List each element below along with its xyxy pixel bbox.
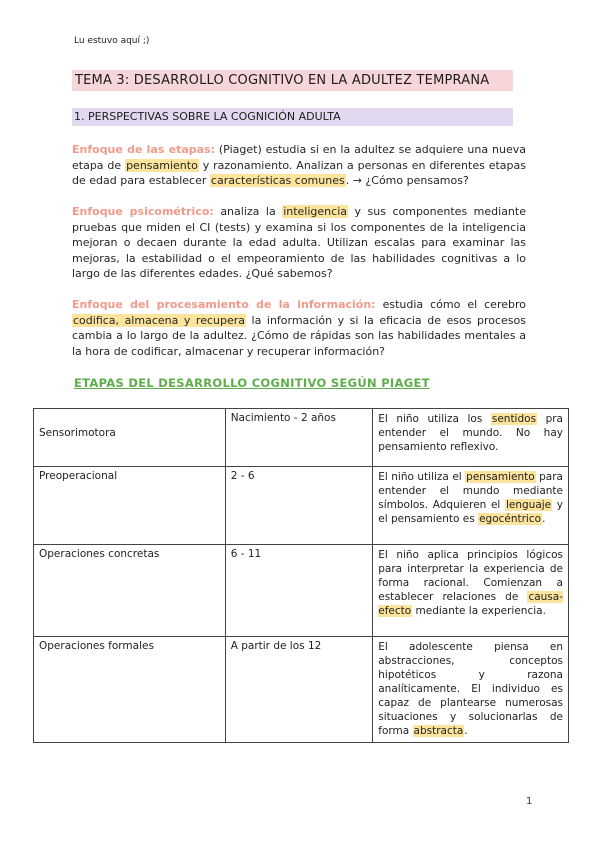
paragraph-text: (Piaget) estudia si en la adultez se adquiere una nueva etapa de (72, 143, 526, 172)
stage-description-cell (373, 637, 569, 743)
paragraph-text: y razonamiento. Analizan a personas en diferentes etapas de edad para establecer (72, 158, 526, 187)
paragraph-stages-approach (72, 142, 526, 189)
highlighted-term: sentidos (491, 413, 537, 425)
paragraph-text: la información y si la eficacia de esos procesos cambia a lo largo de la adultez. ¿Cómo de rápidas son las habilidades mentales a la hora de codificar, almacenar y recuperar información? (72, 313, 526, 358)
paragraph-text: estudia cómo el cerebro (375, 298, 526, 311)
paragraph-information-processing (72, 297, 526, 359)
highlighted-term: abstracta (413, 725, 464, 737)
stage-age-cell (225, 545, 373, 637)
highlighted-term: codifica, almacena y recupera (73, 313, 246, 327)
stage-age: 6 - 11 (230, 548, 262, 560)
paragraph-text: analiza la (213, 205, 283, 218)
stage-name: Operaciones formales (39, 640, 154, 652)
table-row (34, 467, 569, 545)
stage-name: Operaciones concretas (39, 548, 160, 560)
table-row (34, 637, 569, 743)
stage-description-cell (373, 467, 569, 545)
stage-age-cell (225, 467, 373, 545)
description-text: y el pensamiento es (378, 499, 563, 525)
description-text: mediante la experiencia. (412, 605, 546, 617)
page-number: 1 (526, 796, 533, 807)
description-text: pra entender el mundo. No hay pensamiento reflexivo. (378, 413, 563, 453)
stage-name-cell (34, 637, 226, 743)
description-text: El niño utiliza los (378, 413, 491, 425)
paragraph-text: . → ¿Cómo pensamos? (345, 174, 469, 187)
piaget-stages-table (33, 408, 569, 743)
table-row (34, 545, 569, 637)
paragraph-label: Enfoque de las etapas: (72, 143, 215, 156)
stage-name: Preoperacional (39, 470, 118, 482)
description-text: . (542, 513, 546, 525)
section-title: 1. PERSPECTIVAS SOBRE LA COGNICIÓN ADULTA (74, 110, 341, 123)
highlighted-term: egocéntrico (479, 513, 542, 525)
highlighted-term: pensamiento (466, 471, 535, 483)
stage-name: Sensorimotora (39, 427, 116, 439)
stage-name-cell (34, 545, 226, 637)
description-text: El adolescente piensa en abstracciones, conceptos hipotéticos y razona analíticamente. El individuo es capaz de plantearse numerosas situaciones y solucionarlas de forma (378, 641, 563, 737)
paragraph-psychometric-approach (72, 204, 526, 282)
description-text: . (464, 725, 468, 737)
stage-age-cell (225, 409, 373, 467)
stage-description-cell (373, 545, 569, 637)
stage-age: Nacimiento - 2 años (230, 412, 336, 424)
stage-name-cell (34, 409, 226, 467)
paragraph-text: y sus componentes mediante pruebas que miden el CI (tests) y examina si los componentes de la inteligencia mejoran o decaen durante la edad adulta. Utilizan escalas para examinar las mejoras, la estabilidad o el empeoramiento de las habilidades cognitivas a lo largo de las diferentes edades. ¿Qué sabemos? (72, 205, 526, 280)
paragraph-label: Enfoque del procesamiento de la información: (72, 298, 376, 311)
highlighted-term: causa-efecto (378, 591, 563, 617)
description-text: para entender el mundo mediante símbolos. Adquieren el (378, 471, 563, 511)
stage-name-cell (34, 467, 226, 545)
highlighted-term: lenguaje (505, 499, 552, 511)
highlighted-term: pensamiento (126, 158, 198, 172)
description-text: El niño utiliza el (378, 471, 466, 483)
table-row (34, 409, 569, 467)
header-note: Lu estuvo aquí ;) (74, 36, 150, 46)
page-title: TEMA 3: DESARROLLO COGNITIVO EN LA ADULTEZ TEMPRANA (75, 73, 490, 88)
stage-description-cell (373, 409, 569, 467)
description-text: El niño aplica principios lógicos para interpretar la experiencia de forma racional. Comienzan a establecer relaciones de (378, 549, 563, 603)
paragraph-label: Enfoque psicométrico: (72, 205, 214, 218)
stage-age: 2 - 6 (230, 470, 255, 482)
stage-age: A partir de los 12 (230, 640, 322, 652)
highlighted-term: características comunes (210, 174, 345, 187)
highlighted-term: inteligencia (283, 205, 347, 218)
piaget-heading: ETAPAS DEL DESARROLLO COGNITIVO SEGÚN PIAGET (74, 376, 430, 390)
stage-age-cell (225, 637, 373, 743)
